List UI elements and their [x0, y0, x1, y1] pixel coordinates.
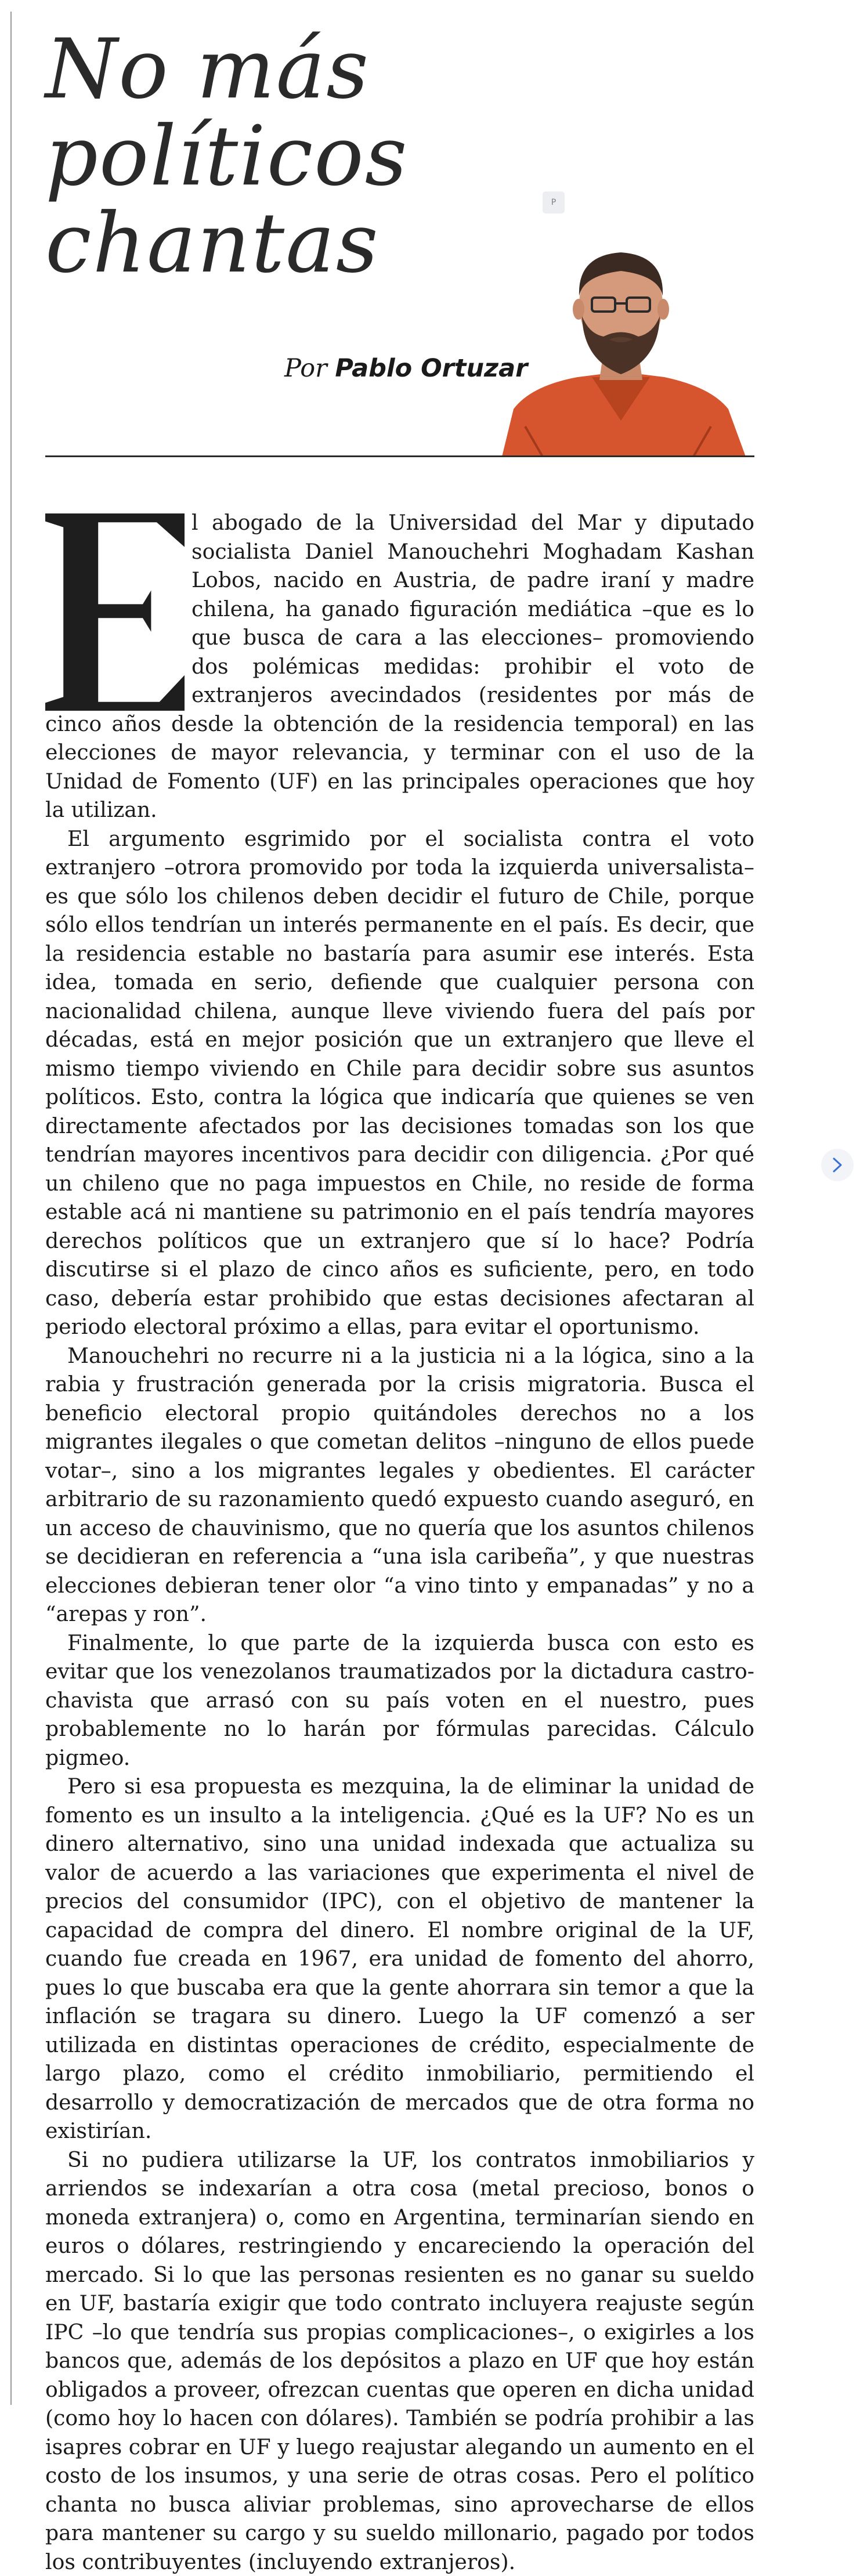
article-paragraph: [45, 508, 754, 824]
author-name: Pablo Ortuzar: [335, 354, 527, 383]
article-paragraph: El argumento esgrimido por el socialista contra el voto extranjero –otrora promovido por toda la izquierda universalista– es que sólo los chilenos deben decidir el futuro de Chile, porque sólo ellos tendrían un interés permanente en el país. Es decir, que la residencia estable no bastaría para asumir ese interés. Esta idea, tomada en serio, defiende que cualquier persona con nacionalidad chilena, aunque lleve viviendo fuera del país por décadas, está en mejor posición que un extranjero que lleve el mismo tiempo viviendo en Chile para decidir sobre sus asuntos políticos. Esto, contra la lógica que indicaría que quienes se ven directamente afectados por las decisiones tomadas son los que tendrían mayores incentivos para decidir con diligencia. ¿Por qué un chileno que no paga impuestos en Chile, no reside de forma estable acá ni mantiene su patrimonio en el país tendría mayores derechos políticos que un extranjero que sí lo hace? Podría discutirse si el plazo de cinco años es suficiente, pero, en todo caso, debería estar prohibido que estas decisiones afectaran al periodo electoral próximo a ellas, para evitar el oportunismo.: [45, 824, 754, 1341]
byline-prefix: Por: [284, 354, 327, 383]
article-body: [45, 508, 754, 2576]
next-page-button[interactable]: [821, 1149, 854, 1181]
paragraph-text: l abogado de la Universidad del Mar y diputado socialista Daniel Manouchehri Moghadam Kashan Lobos, nacido en Austria, de padre iraní y madre chilena, ha ganado figuración mediática –que es lo que busca de cara a las elecciones– promoviendo dos polémicas medidas: prohibir el voto de extranjeros avecindados (residentes por más de cinco años desde la obtención de la residencia temporal) en las elecciones de mayor relevancia, y terminar con el uso de la Unidad de Fomento (UF) en las principales operaciones que hoy la utilizan.: [45, 510, 754, 822]
page-left-margin-rule: [10, 12, 12, 2405]
header-divider: [45, 455, 754, 457]
article-paragraph: Pero si esa propuesta es mezquina, la de eliminar la unidad de fomento es un insulto a la inteligencia. ¿Qué es la UF? No es un dinero alternativo, sino una unidad indexada que actualiza su valor de acuerdo a las variaciones que experimenta el nivel de precios del consumidor (IPC), con el objetivo de mantener la capacidad de compra del dinero. El nombre original de la UF, cuando fue creada en 1967, era unidad de fomento del ahorro, pues lo que buscaba era que la gente ahorrara sin temor a que la inflación se tragara su dinero. Luego la UF comenzó a ser utilizada en distintas operaciones de crédito, especialmente de largo plazo, como el crédito inmobiliario, permitiendo el desarrollo y democratización de mercados que de otra forma no existirían.: [45, 1772, 754, 2146]
article-paragraph: Finalmente, lo que parte de la izquierda busca con esto es evitar que los venezolanos traumatizados por la dictadura castro-chavista que arrasó con su país voten en el nuestro, pues probablemente no lo harán por fórmulas parecidas. Cálculo pigmeo.: [45, 1629, 754, 1772]
article-paragraph: Si no pudiera utilizarse la UF, los contratos inmobiliarios y arriendos se indexarían a otra cosa (metal precioso, bonos o moneda extranjera) o, como en Argentina, terminarían siendo en euros o dólares, restringiendo y encareciendo la operación del mercado. Si lo que las personas resienten es no ganar su sueldo en UF, bastaría exigir que todo contrato incluyera reajuste según IPC –lo que tendría sus propias complicaciones–, o exigirles a los bancos que, además de los depósitos a plazo en UF que hoy están obligados a proveer, ofrezcan cuentas que operen en dicha unidad (como hoy lo hacen con dólares). También se podría prohibir a las isapres cobrar en UF y luego reajustar alegando un aumento en el costo de los insumos, y una serie de otras cosas. Pero el político chanta no busca aliviar problemas, sino aprovecharse de ellos para mantener su cargo y su sueldo millonario, pagado por todos los contribuyentes (incluyendo extranjeros).: [45, 2146, 754, 2576]
page-marker-badge: P: [543, 191, 565, 214]
author-portrait: [490, 235, 751, 457]
article-headline: No más políticos chantas: [45, 26, 753, 287]
article-paragraph: Manouchehri no recurre ni a la justicia ni a la lógica, sino a la rabia y frustración generada por la crisis migratoria. Busca el beneficio electoral propio quitándoles derechos no a los migrantes ilegales o que cometan delitos –ninguno de ellos puede votar–, sino a los migrantes legales y obedientes. El carácter arbitrario de su razonamiento quedó expuesto cuando aseguró, en un acceso de chauvinismo, que no quería que los asuntos chilenos se decidieran en referencia a “una isla caribeña”, y que nuestras elecciones debieran tener olor “a vino tinto y empanadas” y no a “arepas y ron”.: [45, 1341, 754, 1629]
drop-cap-space: [45, 508, 191, 707]
chevron-right-icon: [830, 1157, 844, 1173]
